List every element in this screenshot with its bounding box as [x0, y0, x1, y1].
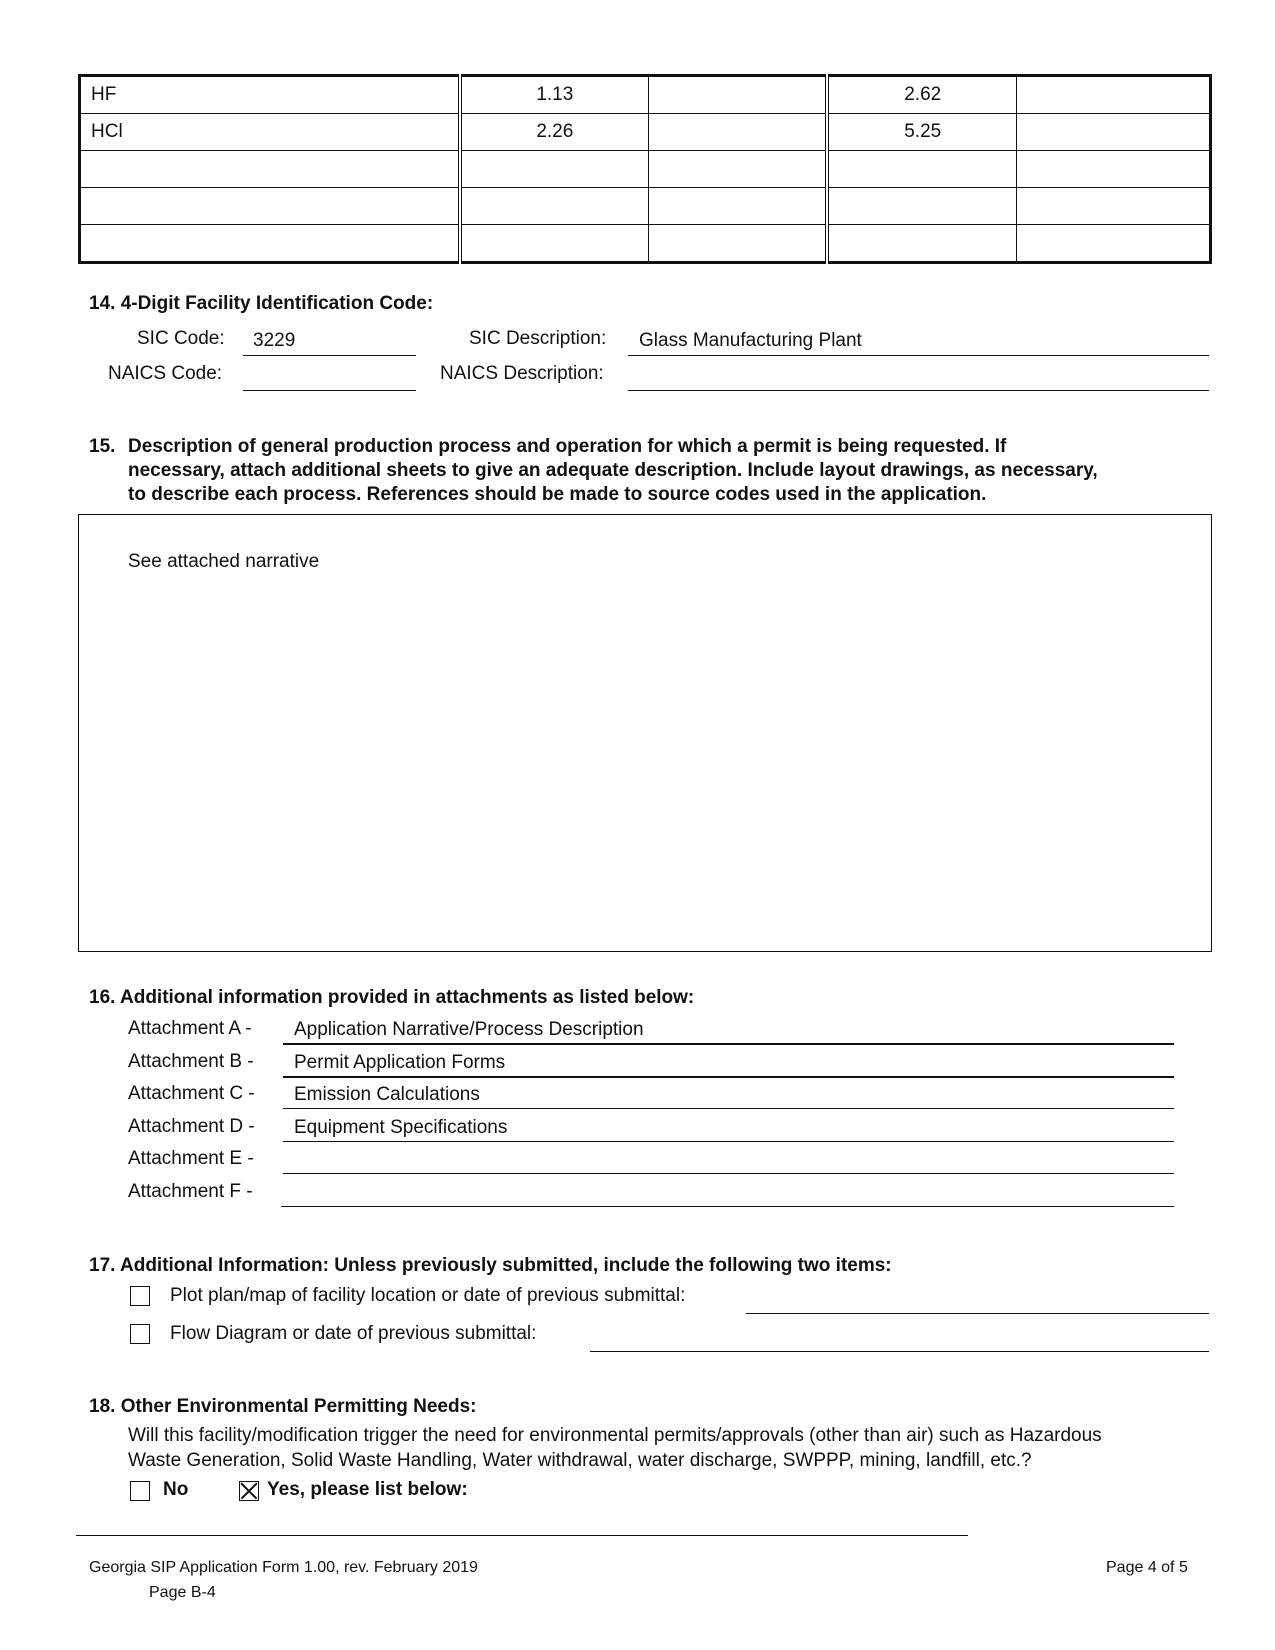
- table-cell[interactable]: [649, 225, 828, 263]
- naics-code-field[interactable]: [243, 365, 416, 391]
- attachment-field[interactable]: [283, 1117, 1174, 1142]
- sic-description-value: Glass Manufacturing Plant: [639, 330, 862, 351]
- footer-form-name: Georgia SIP Application Form 1.00, rev. February 2019: [89, 1559, 478, 1576]
- section-15-heading-line-3: to describe each process. References should be made to source codes used in the application.: [128, 484, 987, 505]
- attachment-label: Attachment F -: [128, 1181, 253, 1202]
- plot-plan-date-field[interactable]: [746, 1290, 1209, 1314]
- table-cell[interactable]: 2.26: [460, 114, 649, 151]
- attachment-value: Permit Application Forms: [294, 1052, 506, 1073]
- table-cell[interactable]: [1017, 151, 1211, 188]
- attachment-value: Emission Calculations: [294, 1084, 480, 1105]
- plot-plan-checkbox[interactable]: [130, 1286, 150, 1306]
- table-cell[interactable]: [1017, 76, 1211, 114]
- section-14-heading: 14. 4-Digit Facility Identification Code:: [89, 293, 434, 314]
- section-15-heading-line-1: Description of general production process and operation for which a permit is being requested. If: [128, 436, 1007, 457]
- table-row: [80, 151, 1211, 188]
- attachment-field[interactable]: [283, 1052, 1174, 1078]
- table-row: [80, 188, 1211, 225]
- table-cell[interactable]: [460, 151, 649, 188]
- attachment-field[interactable]: [283, 1149, 1174, 1174]
- table-cell[interactable]: [460, 188, 649, 225]
- naics-code-label: NAICS Code:: [108, 363, 223, 384]
- table-cell[interactable]: [80, 188, 460, 225]
- attachment-label: Attachment E -: [128, 1148, 254, 1169]
- table-cell[interactable]: HCl: [80, 114, 460, 151]
- table-cell[interactable]: [1017, 225, 1211, 263]
- table-cell[interactable]: [1017, 114, 1211, 151]
- attachment-field[interactable]: [283, 1019, 1174, 1045]
- table-cell[interactable]: [827, 151, 1016, 188]
- table-cell[interactable]: [649, 151, 828, 188]
- sic-description-label: SIC Description:: [469, 328, 607, 349]
- naics-description-field[interactable]: [628, 365, 1209, 391]
- process-description-box[interactable]: [78, 514, 1212, 952]
- section-18-heading: 18. Other Environmental Permitting Needs:: [89, 1396, 477, 1417]
- sic-code-value: 3229: [253, 330, 296, 351]
- footer-page-code: Page B-4: [149, 1584, 216, 1601]
- table-cell[interactable]: [1017, 188, 1211, 225]
- sic-code-label: SIC Code:: [137, 328, 225, 349]
- section-17-heading: 17. Additional Information: Unless previously submitted, include the following two items:: [89, 1255, 892, 1276]
- attachment-field[interactable]: [281, 1182, 1174, 1207]
- table-cell[interactable]: [649, 76, 828, 114]
- attachment-label: Attachment C -: [128, 1083, 255, 1104]
- sic-code-field[interactable]: [243, 330, 416, 356]
- attachment-field[interactable]: [283, 1084, 1174, 1109]
- footer-divider: [76, 1535, 968, 1536]
- attachment-value: Application Narrative/Process Description: [294, 1019, 644, 1040]
- table-row: [80, 76, 1211, 114]
- table-cell[interactable]: [649, 188, 828, 225]
- no-checkbox[interactable]: [130, 1481, 150, 1501]
- attachment-value: Equipment Specifications: [294, 1117, 508, 1138]
- table-cell[interactable]: 2.62: [827, 76, 1016, 114]
- table-cell[interactable]: [827, 188, 1016, 225]
- plot-plan-label: Plot plan/map of facility location or date of previous submittal:: [170, 1285, 686, 1306]
- table-cell[interactable]: [80, 151, 460, 188]
- sic-description-field[interactable]: [628, 330, 1209, 356]
- no-label: No: [163, 1479, 189, 1500]
- section-15-heading-line-2: necessary, attach additional sheets to give an adequate description. Include layout drawings, as necessary,: [128, 460, 1098, 481]
- yes-label: Yes, please list below:: [267, 1479, 468, 1500]
- attachment-label: Attachment B -: [128, 1051, 254, 1072]
- emissions-table: [78, 74, 1212, 264]
- footer-page-number: Page 4 of 5: [1106, 1559, 1188, 1576]
- table-row: [80, 225, 1211, 263]
- section-18-question-line-1: Will this facility/modification trigger the need for environmental permits/approvals (other than air) such as Hazardous: [128, 1425, 1102, 1446]
- attachment-label: Attachment D -: [128, 1116, 255, 1137]
- table-cell[interactable]: [80, 225, 460, 263]
- flow-diagram-checkbox[interactable]: [130, 1324, 150, 1344]
- flow-diagram-label: Flow Diagram or date of previous submittal:: [170, 1323, 537, 1344]
- section-16-heading: 16. Additional information provided in attachments as listed below:: [89, 987, 695, 1008]
- section-18-question-line-2: Waste Generation, Solid Waste Handling, Water withdrawal, water discharge, SWPPP, mining, landfill, etc.?: [128, 1450, 1032, 1471]
- table-row: [80, 114, 1211, 151]
- table-cell[interactable]: 1.13: [460, 76, 649, 114]
- flow-diagram-date-field[interactable]: [590, 1328, 1209, 1352]
- attachment-label: Attachment A -: [128, 1018, 252, 1039]
- process-description-text: See attached narrative: [128, 551, 320, 572]
- naics-description-label: NAICS Description:: [440, 363, 604, 384]
- table-cell[interactable]: 5.25: [827, 114, 1016, 151]
- table-cell[interactable]: HF: [80, 76, 460, 114]
- table-cell[interactable]: [649, 114, 828, 151]
- table-cell[interactable]: [827, 225, 1016, 263]
- yes-checkbox[interactable]: [239, 1481, 259, 1501]
- section-15-number: 15.: [89, 436, 116, 457]
- table-cell[interactable]: [460, 225, 649, 263]
